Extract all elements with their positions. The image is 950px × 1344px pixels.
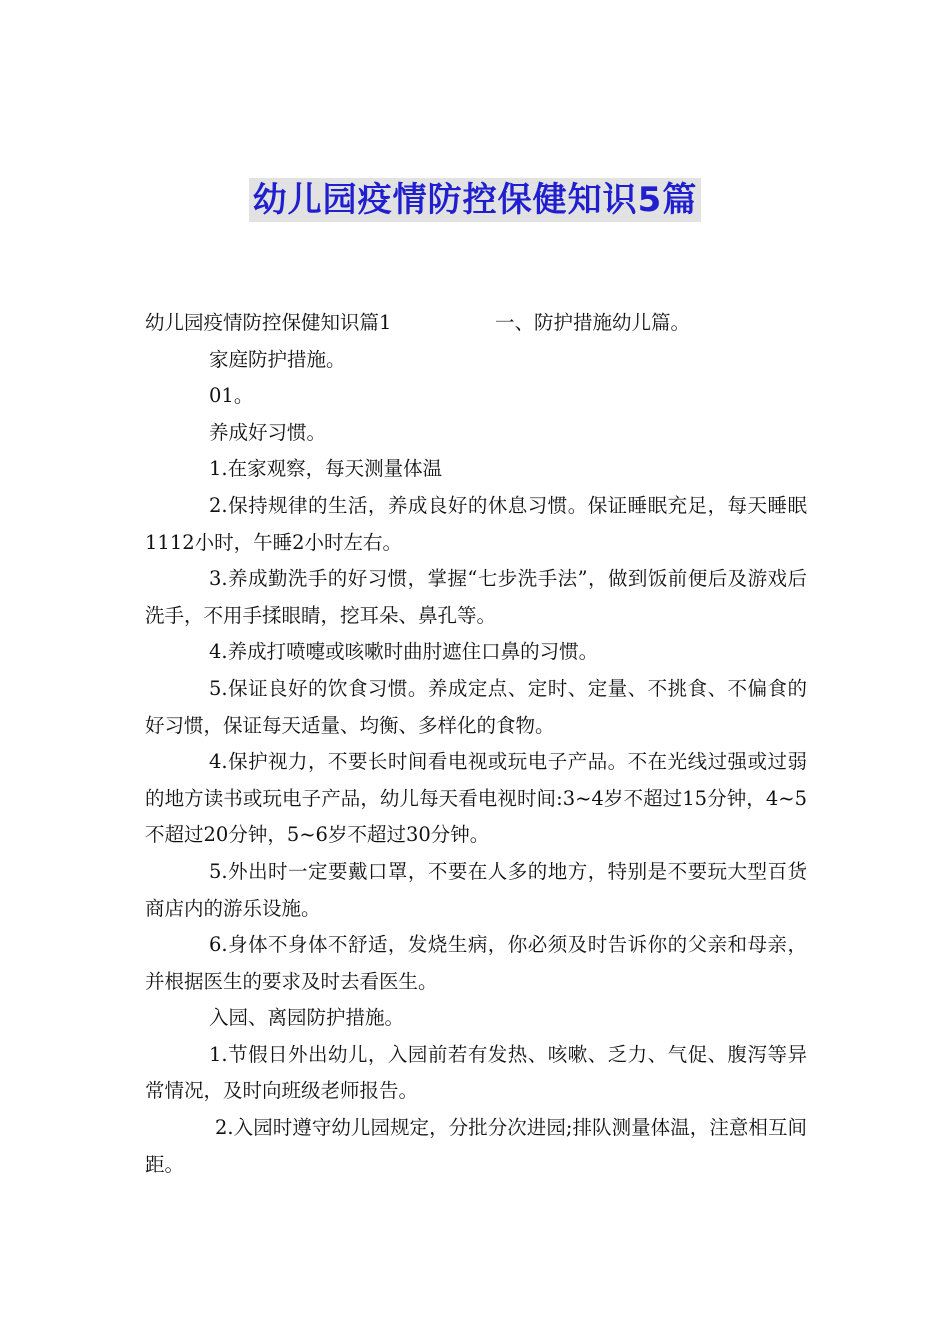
paragraph: 1.节假日外出幼儿，入园前若有发热、咳嗽、乏力、气促、腹泻等异常情况，及时向班级老师报告。	[145, 1042, 807, 1103]
paragraph: 4.保护视力，不要长时间看电视或玩电子产品。不在光线过强或过弱的地方读书或玩电子产品，幼儿每天看电视时间:3~4岁不超过15分钟，4~5不超过20分钟，5~6岁不超过30分钟。	[145, 750, 807, 847]
paragraph: 家庭防护措施。	[209, 347, 346, 371]
paragraph: 01。	[209, 384, 254, 408]
intro-line	[145, 305, 807, 342]
subsection-heading: 一、防护措施幼儿篇。	[495, 311, 691, 334]
paragraph: 1.在家观察，每天测量体温	[209, 457, 443, 481]
paragraph: 4.养成打喷嚏或咳嗽时曲肘遮住口鼻的习惯。	[209, 640, 599, 664]
paragraph: 2.保持规律的生活，养成良好的休息习惯。保证睡眠充足，每天睡眠1112小时，午睡2小时左右。	[145, 493, 807, 554]
paragraph: 6.身体不身体不舒适，发烧生病，你必须及时告诉你的父亲和母亲，并根据医生的要求及时去看医生。	[145, 933, 807, 993]
paragraph: 5.保证良好的饮食习惯。养成定点、定时、定量、不挑食、不偏食的好习惯，保证每天适量、均衡、多样化的食物。	[145, 676, 807, 737]
document-title: 幼儿园疫情防控保健知识5篇	[249, 178, 702, 222]
paragraph: 养成好习惯。	[209, 420, 327, 444]
paragraph: 5.外出时一定要戴口罩，不要在人多的地方，特别是不要玩大型百货商店内的游乐设施。	[145, 859, 807, 920]
title-container	[0, 178, 950, 222]
paragraph: 2.入园时遵守幼儿园规定，分批分次进园;排队测量体温，注意相互间距。	[145, 1116, 807, 1176]
section-heading: 幼儿园疫情防控保健知识篇1	[145, 311, 392, 334]
document-body	[145, 305, 807, 1183]
paragraph: 入园、离园防护措施。	[209, 1006, 405, 1030]
paragraph: 3.养成勤洗手的好习惯，掌握“七步洗手法”，做到饭前便后及游戏后洗手，不用手揉眼睛，挖耳朵、鼻孔等。	[145, 567, 807, 627]
